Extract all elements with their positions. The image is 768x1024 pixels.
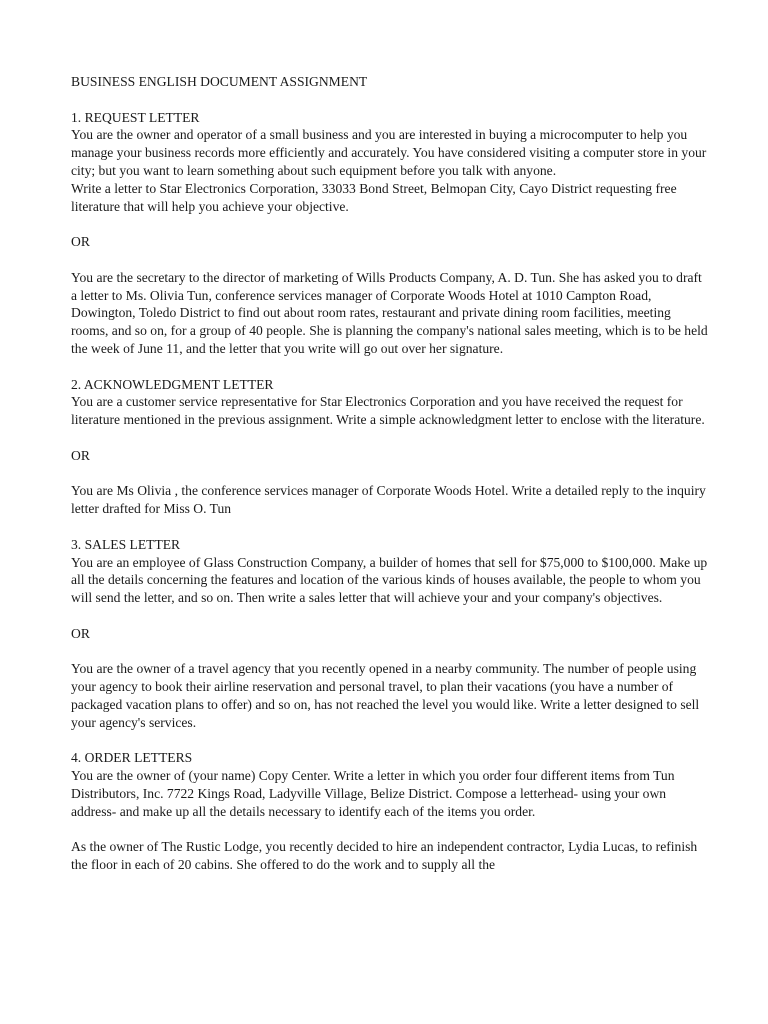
document-title: BUSINESS ENGLISH DOCUMENT ASSIGNMENT [71,74,368,89]
section-1-paragraph-3: You are the secretary to the director of marketing of Wills Products Company, A. D. Tun. She has asked you to draft a letter to Ms. Olivia Tun, conference services manager of Corporate Woods Hotel at 1010 Campton Road, Dowington, Toledo District to find out about room rates, restaurant and private dining room facilities, meeting rooms, and so on, for a group of 40 people. She is planning the company's national sales meeting, which is to be held the week of June 11, and the letter that you write will go out over her signature. [71,269,708,356]
document-body [71,73,711,892]
section-4-paragraph-2: As the owner of The Rustic Lodge, you recently decided to hire an independent contractor, Lydia Lucas, to refinish the floor in each of 20 cabins. She offered to do the work and to supply all the [71,839,698,873]
section-4-heading: 4. ORDER LETTERS [71,750,193,766]
section-2-heading: 2. ACKNOWLEDGMENT LETTER [71,376,274,392]
section-2-paragraph-1: You are a customer service representative for Star Electronics Corporation and you have received the request for literature mentioned in the previous assignment. Write a simple acknowledgment letter to enclose with the literature. [71,394,705,428]
section-3-paragraph-1: You are an employee of Glass Construction Company, a builder of homes that sell for $75,000 to $100,000. Make up all the details concerning the features and location of the various kinds of houses available, the people to whom you will send the letter, and so on. Then write a sales letter that will achieve your and your company's objectives. [71,554,708,606]
section-3-or: OR [71,625,90,641]
section-1-paragraph-1: You are the owner and operator of a small business and you are interested in buying a microcomputer to help you manage your business records more efficiently and accurately. You have considered visiting a computer store in your city; but you want to learn something about such equipment before you talk with anyone. [71,127,707,178]
section-2-paragraph-2: You are Ms Olivia , the conference services manager of Corporate Woods Hotel. Write a detailed reply to the inquiry letter drafted for Miss O. Tun [71,483,706,517]
section-3-paragraph-2: You are the owner of a travel agency that you recently opened in a nearby community. The number of people using your agency to book their airline reservation and personal travel, to plan their vacations (you have a number of packaged vacation plans to offer) and so on, has not reached the level you would like. Write a letter designed to sell your agency's services. [71,661,700,730]
section-1-heading: 1. REQUEST LETTER [71,109,200,125]
section-1-or: OR [71,234,90,250]
section-4-paragraph-1: You are the owner of (your name) Copy Center. Write a letter in which you order four different items from Tun Distributors, Inc. 7722 Kings Road, Ladyville Village, Belize District. Compose a letterhead- using your own address- and make up all the details necessary to identify each of the items you order. [71,768,675,819]
section-2-or: OR [71,447,90,463]
section-1-paragraph-2: Write a letter to Star Electronics Corporation, 33033 Bond Street, Belmopan City, Cayo District requesting free literature that will help you achieve your objective. [71,180,677,214]
section-3-heading: 3. SALES LETTER [71,536,181,552]
